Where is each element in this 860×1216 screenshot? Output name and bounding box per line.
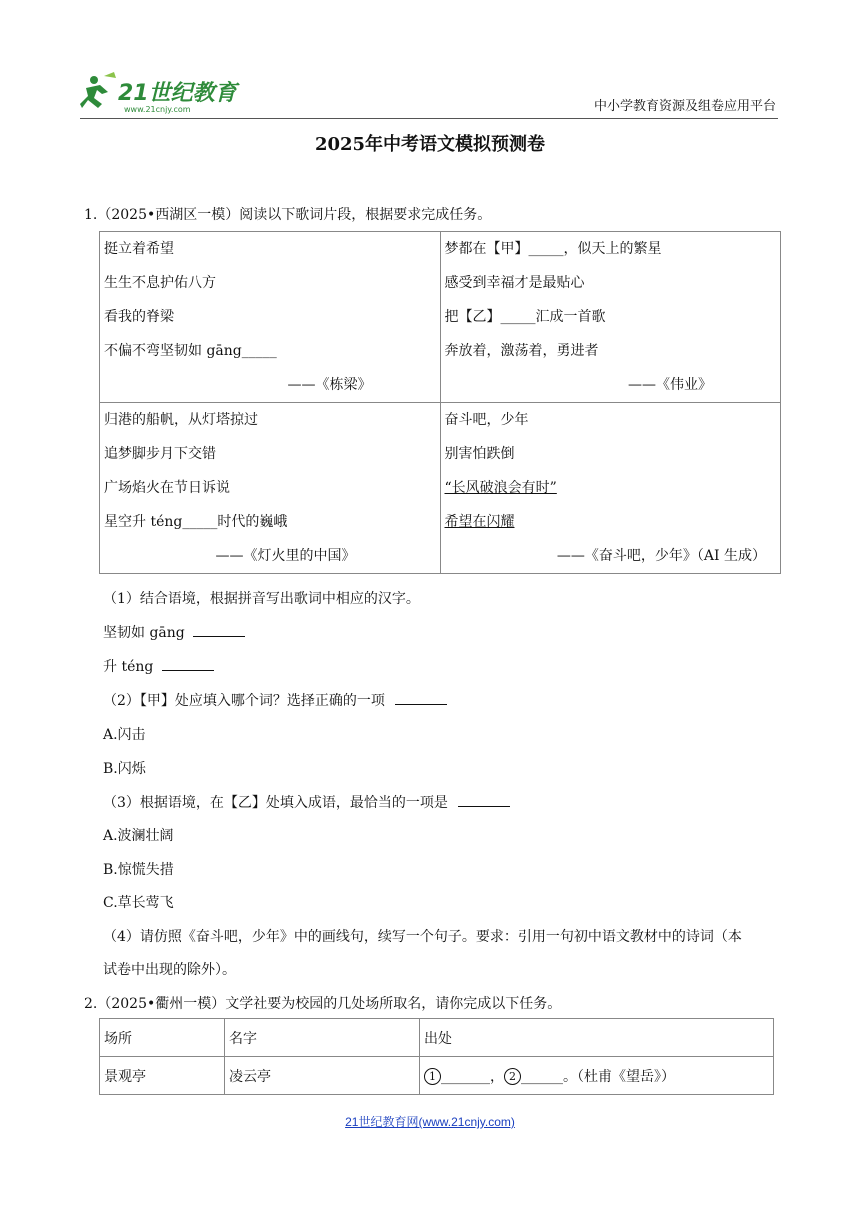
lyrics-cell-fendou [440,403,781,574]
lyric-line: 奋斗吧，少年 [444,412,529,428]
option-b: B.惊慌失措 [103,862,174,878]
circled-number-1: 1 [424,1068,441,1085]
option-c: C.草长莺飞 [103,895,174,911]
subquestion-2-text: （2）【甲】处应填入哪个词？选择正确的一项 [103,693,385,709]
logo-21cnjy [80,70,250,114]
subquestion-4-line1: （4）请仿照《奋斗吧，少年》中的画线句，续写一个句子。要求：引用一句初中语文教材中的诗词（本 [103,929,742,945]
answer-blank-2[interactable]: ______ [521,1068,563,1085]
lyric-line: 感受到幸福才是最贴心 [444,275,585,291]
svg-text:21世纪教育: 21世纪教育 [118,81,237,106]
answer-blank[interactable] [458,792,510,807]
answer-blank[interactable] [395,690,447,705]
underlined-lyric-line: 希望在闪耀 [444,514,515,530]
page-header [80,66,778,119]
lyrics-cell-weiye [440,232,781,403]
answer-blank[interactable] [193,622,245,637]
circled-number-2: 2 [504,1068,521,1085]
lyric-line: 生生不息护佑八方 [104,275,216,291]
page-title: 2025年中考语文模拟预测卷 [314,134,546,155]
table-cell-source [420,1057,774,1095]
lyric-source: ——《灯火里的中国》 [215,548,356,564]
lyric-source: ——《伟业》 [628,377,712,393]
answer-line-teng [103,656,214,676]
lyric-source: ——《栋梁》 [287,377,372,393]
svg-text:www.21cnjy.com: www.21cnjy.com [124,105,191,114]
lyric-line: 别害怕跌倒 [444,446,515,462]
lyric-line: 不偏不弯坚韧如 gāng_____ [104,343,277,359]
site-tagline: 中小学教育资源及组卷应用平台 [593,99,776,114]
subquestion-1: （1）结合语境，根据拼音写出歌词中相应的汉字。 [103,591,420,607]
lyric-line: 广场焰火在节日诉说 [104,480,230,496]
option-b: B.闪烁 [103,761,146,777]
option-a: A.波澜壮阔 [103,828,174,844]
pinyin-prompt: 升 téng [103,659,154,675]
lyric-line: 看我的脊梁 [104,309,174,325]
subquestion-3-text: （3）根据语境，在【乙】处填入成语，最恰当的一项是 [103,795,448,811]
lyrics-cell-dongliang [100,232,441,403]
question-1-stem: 1.（2025•西湖区一模）阅读以下歌词片段，根据要求完成任务。 [84,207,492,223]
lyric-line: 梦都在【甲】_____，似天上的繁星 [444,241,662,257]
lyric-line: 归港的船帆，从灯塔掠过 [104,412,258,428]
table-cell-name: 凌云亭 [225,1057,420,1095]
subquestion-3 [103,792,510,812]
places-table [99,1018,774,1095]
lyrics-cell-denghuo [100,403,441,574]
lyric-line: 把【乙】_____汇成一首歌 [444,309,606,325]
poem-source: 。（杜甫《望岳》） [563,1068,675,1085]
lyric-line: 追梦脚步月下交错 [104,446,216,462]
table-header: 名字 [225,1019,420,1057]
table-header: 场所 [100,1019,225,1057]
answer-blank-1[interactable]: _______ [441,1068,490,1085]
lyric-line: 挺立着希望 [104,241,174,257]
subquestion-4-line2: 试卷中出现的除外）。 [103,962,236,978]
lyric-line: 奔放着，激荡着，勇进者 [444,343,599,359]
table-header: 出处 [420,1019,774,1057]
subquestion-2 [103,690,447,710]
option-a: A.闪击 [103,727,146,743]
pinyin-prompt: 坚韧如 gāng [103,625,185,641]
footer-link[interactable]: 21世纪教育网(www.21cnjy.com) [345,1115,515,1129]
separator: ， [490,1068,504,1085]
answer-blank[interactable] [162,656,214,671]
lyric-line: 星空升 téng_____时代的巍峨 [104,514,288,530]
table-cell-place: 景观亭 [100,1057,225,1095]
question-2-stem: 2.（2025•衢州一模）文学社要为校园的几处场所取名，请你完成以下任务。 [84,996,562,1012]
underlined-lyric-line: “长风破浪会有时” [444,480,557,496]
answer-line-gang [103,622,245,642]
lyrics-table [99,231,781,574]
lyric-source: ——《奋斗吧，少年》（AI 生成） [556,548,766,564]
